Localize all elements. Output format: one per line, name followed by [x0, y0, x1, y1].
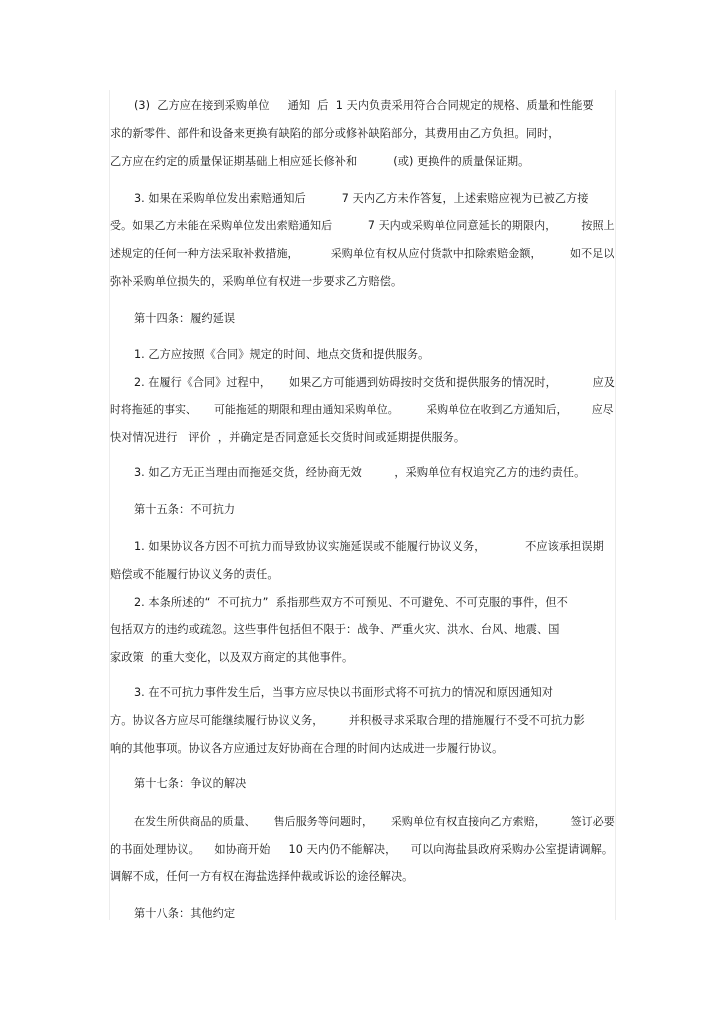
section-heading-17: 第十七条：争议的解决 — [134, 777, 247, 790]
text-line-4: 3. 如果在采购单位发出索赔通知后 7 天内乙方未作答复，上述索赔应视为已被乙方接 — [134, 192, 589, 205]
text-line-6: 述规定的任何一种方法采取补救措施， 采购单位有权从应付货款中扣除索赔金额， 如不足以 — [110, 247, 615, 260]
text-line-5: 受。如果乙方未能在采购单位发出索赔通知后 7 天内或采购单位同意延长的期限内， 按照上 — [110, 219, 615, 232]
text-line-24: 在发生所供商品的质量、 售后服务等问题时， 采购单位有权直接向乙方索赔， 签订必要 — [134, 815, 615, 828]
text-line-21: 方。协议各方应尽可能继续履行协议义务， 并积极寻求采取合理的措施履行不受不可抗力影 — [110, 714, 585, 727]
section-heading-14: 第十四条：履约延误 — [134, 312, 236, 325]
text-line-22: 响的其他事项。协议各方应通过友好协商在合理的时间内达成进一步履行协议。 — [110, 742, 504, 755]
text-line-15: 1. 如果协议各方因不可抗力而导致协议实施延误或不能履行协议义务， 不应该承担误期 — [134, 540, 604, 553]
text-line-18: 包括双方的违约或疏忽。这些事件包括但不限于：战争、严重火灾、洪水、台风、地震、国 — [110, 623, 560, 636]
text-line-7: 弥补采购单位损失的，采购单位有权进一步要求乙方赔偿。 — [110, 275, 403, 288]
text-line-26: 调解不成，任何一方有权在海盐选择仲裁或诉讼的途径解决。 — [110, 870, 414, 883]
text-line-13: 3. 如乙方无正当理由而拖延交货，经协商无效 ，采购单位有权追究乙方的违约责任。 — [134, 466, 586, 479]
text-line-3: 乙方应在约定的质量保证期基础上相应延长修补和 (或) 更换件的质量保证期。 — [110, 155, 530, 168]
text-line-2: 求的新零件、部件和设备来更换有缺陷的部分或修补缺陷部分，其费用由乙方负担。同时， — [110, 127, 560, 140]
text-line-10: 2. 在履行《合同》过程中， 如果乙方可能遇到妨碍按时交货和提供服务的情况时， 应及 — [134, 376, 615, 389]
text-line-9: 1. 乙方应按照《合同》规定的时间、地点交货和提供服务。 — [134, 348, 430, 361]
text-line-17: 2. 本条所述的“ 不可抗力” 系指那些双方不可预见、不可避免、不可克服的事件，但不 — [134, 596, 568, 609]
text-line-25: 的书面处理协议。 如协商开始 10 天内仍不能解决， 可以向海盐县政府采购办公室提请调解。 — [110, 843, 614, 856]
text-line-20: 3. 在不可抗力事件发生后，当事方应尽快以书面形式将不可抗力的情况和原因通知对 — [134, 686, 553, 699]
text-line-1: (3) 乙方应在接到采购单位 通知 后 1 天内负责采用符合合同规定的规格、质量和性能要 — [134, 99, 594, 112]
text-line-12: 快对情况进行 评价 ，并确定是否同意延长交货时间或延期提供服务。 — [110, 431, 466, 444]
section-heading-18: 第十八条：其他约定 — [134, 907, 236, 920]
text-line-16: 赔偿或不能履行协议义务的责任。 — [110, 568, 279, 581]
text-line-19: 家政策 的重大变化，以及双方商定的其他事件。 — [110, 651, 354, 664]
section-heading-15: 第十五条：不可抗力 — [134, 503, 236, 516]
text-line-11: 时将拖延的事实、 可能拖延的期限和理由通知采购单位。 采购单位在收到乙方通知后， 应尽 — [110, 403, 614, 416]
